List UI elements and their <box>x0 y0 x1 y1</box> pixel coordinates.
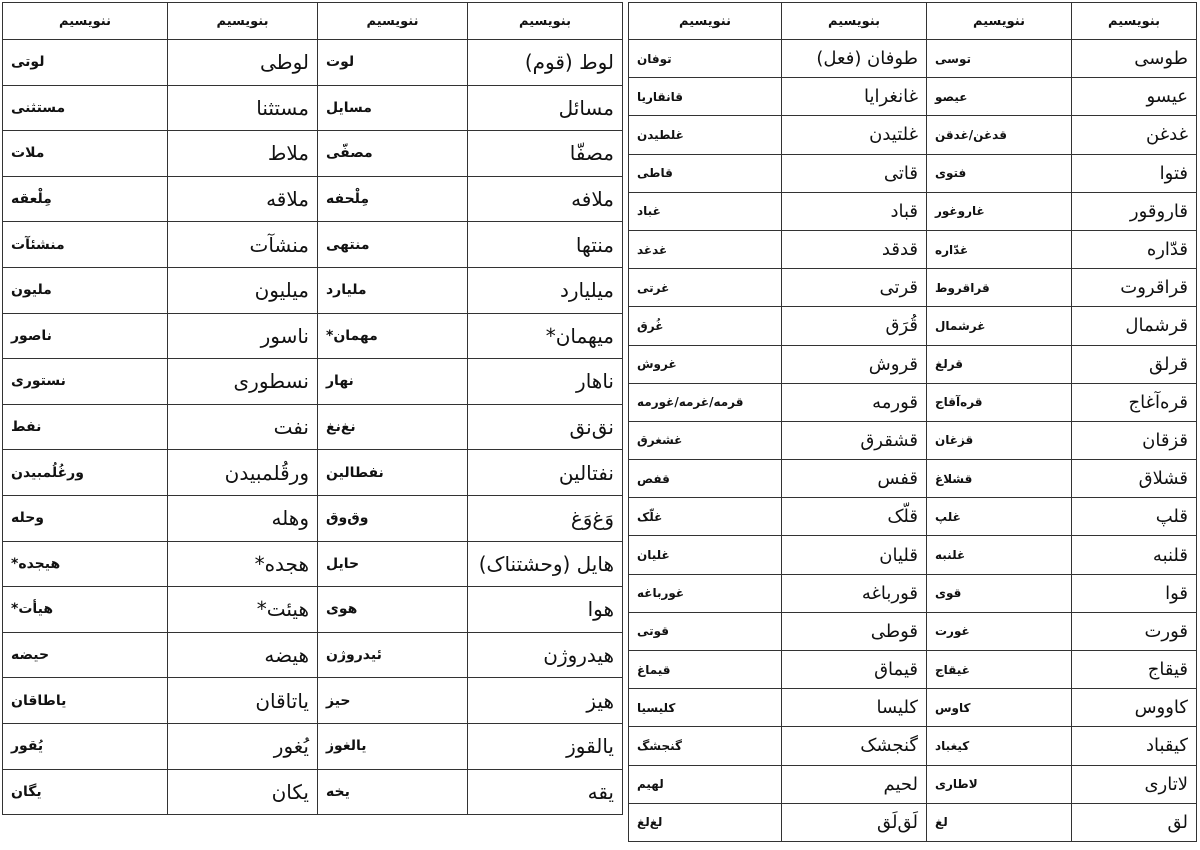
correct-word: قلّک <box>782 498 927 536</box>
incorrect-word: قفص <box>629 460 782 498</box>
incorrect-word: ئیدروژن <box>318 632 468 678</box>
correct-word: قرتی <box>782 269 927 307</box>
table-row <box>629 727 1197 765</box>
table-row <box>629 765 1197 803</box>
table-row <box>629 651 1197 689</box>
table-row <box>629 803 1197 841</box>
table-row <box>629 536 1197 574</box>
incorrect-word: کلیسیا <box>629 689 782 727</box>
incorrect-word: قوی <box>927 574 1072 612</box>
table-row <box>3 678 623 724</box>
table-row <box>3 40 623 86</box>
incorrect-word: قاطی <box>629 154 782 192</box>
incorrect-word: غیقاج <box>927 651 1072 689</box>
table-row <box>3 587 623 633</box>
incorrect-word: منشئآت <box>3 222 168 268</box>
correct-word: قاروقور <box>1072 192 1197 230</box>
table-row <box>629 154 1197 192</box>
incorrect-word: غدّاره <box>927 230 1072 268</box>
correct-word: ناهار <box>468 359 623 405</box>
correct-word: منشآت <box>168 222 318 268</box>
correct-word: قباد <box>782 192 927 230</box>
correct-word: هیئت* <box>168 587 318 633</box>
incorrect-word: هیجده* <box>3 541 168 587</box>
incorrect-word: غلّک <box>629 498 782 536</box>
correct-word: قورباغه <box>782 574 927 612</box>
correct-word: کاووس <box>1072 689 1197 727</box>
correct-word: گنجشک <box>782 727 927 765</box>
correct-word: هایل (وحشتناک) <box>468 541 623 587</box>
table-row <box>3 723 623 769</box>
correct-word: وَغ‌وَغ <box>468 495 623 541</box>
correct-word: قشلاق <box>1072 460 1197 498</box>
correct-word: فتوا <box>1072 154 1197 192</box>
table-row <box>3 222 623 268</box>
correct-word: قرلق <box>1072 345 1197 383</box>
table-row <box>3 450 623 496</box>
incorrect-word: هیأت* <box>3 587 168 633</box>
table-row <box>629 230 1197 268</box>
incorrect-word: ملات <box>3 131 168 177</box>
incorrect-word: قدغن/غدقن <box>927 116 1072 154</box>
table-row <box>629 574 1197 612</box>
incorrect-word: قره‌آقاج <box>927 383 1072 421</box>
correct-word: کلیسا <box>782 689 927 727</box>
incorrect-word: فتوی <box>927 154 1072 192</box>
incorrect-word: نهار <box>318 359 468 405</box>
correct-word: ملافه <box>468 176 623 222</box>
correct-word: کیقباد <box>1072 727 1197 765</box>
header-incorrect: ننویسیم <box>629 3 782 40</box>
correct-word: قُرَق <box>782 307 927 345</box>
incorrect-word: غباد <box>629 192 782 230</box>
incorrect-word: کاوس <box>927 689 1072 727</box>
correct-word: نق‌نق <box>468 404 623 450</box>
table-row <box>629 383 1197 421</box>
left-spelling-table <box>2 2 623 815</box>
incorrect-word: لغ‌لغ <box>629 803 782 841</box>
correct-word: هیدروژن <box>468 632 623 678</box>
incorrect-word: قیماغ <box>629 651 782 689</box>
table-row <box>3 131 623 177</box>
table-row <box>629 40 1197 78</box>
correct-word: لوطی <box>168 40 318 86</box>
incorrect-word: حایل <box>318 541 468 587</box>
table-row <box>629 498 1197 536</box>
table-row <box>3 769 623 815</box>
incorrect-word: غورت <box>927 612 1072 650</box>
incorrect-word: یگان <box>3 769 168 815</box>
table-row <box>629 307 1197 345</box>
incorrect-word: لاطاری <box>927 765 1072 803</box>
correct-word: غدغن <box>1072 116 1197 154</box>
correct-word: میلیارد <box>468 267 623 313</box>
correct-word: منتها <box>468 222 623 268</box>
correct-word: قدّاره <box>1072 230 1197 268</box>
incorrect-word: مهمان* <box>318 313 468 359</box>
incorrect-word: مصفّی <box>318 131 468 177</box>
incorrect-word: قوتی <box>629 612 782 650</box>
incorrect-word: لوت <box>318 40 468 86</box>
correct-word: قلیان <box>782 536 927 574</box>
header-correct: بنویسیم <box>782 3 927 40</box>
correct-word: لَق‌لَق <box>782 803 927 841</box>
incorrect-word: غاروغور <box>927 192 1072 230</box>
table-row <box>629 612 1197 650</box>
incorrect-word: یاطاقان <box>3 678 168 724</box>
incorrect-word: ملیارد <box>318 267 468 313</box>
incorrect-word: قشلاغ <box>927 460 1072 498</box>
correct-word: یاتاقان <box>168 678 318 724</box>
correct-word: قلپ <box>1072 498 1197 536</box>
incorrect-word: گنجشگ <box>629 727 782 765</box>
table-row <box>629 192 1197 230</box>
correct-word: لحیم <box>782 765 927 803</box>
table-row <box>3 495 623 541</box>
incorrect-word: نستوری <box>3 359 168 405</box>
correct-word: قورمه <box>782 383 927 421</box>
correct-word: قرشمال <box>1072 307 1197 345</box>
correct-word: ملاط <box>168 131 318 177</box>
correct-word: یکان <box>168 769 318 815</box>
incorrect-word: حیضه <box>3 632 168 678</box>
incorrect-word: ملیون <box>3 267 168 313</box>
correct-word: قشقرق <box>782 421 927 459</box>
incorrect-word: نفطالین <box>318 450 468 496</box>
incorrect-word: غروش <box>629 345 782 383</box>
header-row <box>3 3 623 40</box>
table-row <box>3 313 623 359</box>
correct-word: هوا <box>468 587 623 633</box>
incorrect-word: غورباغه <box>629 574 782 612</box>
incorrect-word: غلپ <box>927 498 1072 536</box>
correct-word: یُغور <box>168 723 318 769</box>
correct-word: قره‌آغاج <box>1072 383 1197 421</box>
correct-word: نسطوری <box>168 359 318 405</box>
correct-word: قوطی <box>782 612 927 650</box>
correct-word: هیز <box>468 678 623 724</box>
correct-word: میهمان* <box>468 313 623 359</box>
table-row <box>629 116 1197 154</box>
correct-word: میلیون <box>168 267 318 313</box>
incorrect-word: غُرق <box>629 307 782 345</box>
incorrect-word: قرمه/غرمه/غورمه <box>629 383 782 421</box>
incorrect-word: عیصو <box>927 78 1072 116</box>
incorrect-word: مِلْحفه <box>318 176 468 222</box>
table-row <box>3 541 623 587</box>
correct-word: نفتالین <box>468 450 623 496</box>
table-row <box>629 269 1197 307</box>
incorrect-word: قانقاریا <box>629 78 782 116</box>
incorrect-word: لوتی <box>3 40 168 86</box>
incorrect-word: غلیان <box>629 536 782 574</box>
correct-word: غانغرایا <box>782 78 927 116</box>
correct-word: قفس <box>782 460 927 498</box>
header-incorrect: ننویسیم <box>3 3 168 40</box>
incorrect-word: قزغان <box>927 421 1072 459</box>
table-row <box>3 404 623 450</box>
correct-word: یقه <box>468 769 623 815</box>
left-table-body <box>3 40 623 815</box>
correct-word: ملاقه <box>168 176 318 222</box>
correct-word: لق <box>1072 803 1197 841</box>
correct-word: مسائل <box>468 85 623 131</box>
header-correct: بنویسیم <box>468 3 623 40</box>
correct-word: یالقوز <box>468 723 623 769</box>
correct-word: ورقُلمبیدن <box>168 450 318 496</box>
correct-word: قراقروت <box>1072 269 1197 307</box>
correct-word: ناسور <box>168 313 318 359</box>
header-correct: بنویسیم <box>1072 3 1197 40</box>
correct-word: مستثنا <box>168 85 318 131</box>
correct-word: وهله <box>168 495 318 541</box>
table-row <box>3 85 623 131</box>
incorrect-word: ورغُلُمبیدن <box>3 450 168 496</box>
correct-word: غلتیدن <box>782 116 927 154</box>
incorrect-word: وق‌وق <box>318 495 468 541</box>
incorrect-word: هوی <box>318 587 468 633</box>
correct-word: قیماق <box>782 651 927 689</box>
incorrect-word: غرشمال <box>927 307 1072 345</box>
right-table-body <box>629 40 1197 842</box>
incorrect-word: غلنبه <box>927 536 1072 574</box>
incorrect-word: غشغرق <box>629 421 782 459</box>
correct-word: لوط (قوم) <box>468 40 623 86</box>
incorrect-word: توفان <box>629 40 782 78</box>
incorrect-word: مسایل <box>318 85 468 131</box>
incorrect-word: یخه <box>318 769 468 815</box>
table-row <box>629 345 1197 383</box>
correct-word: هجده* <box>168 541 318 587</box>
table-row <box>629 421 1197 459</box>
incorrect-word: توسی <box>927 40 1072 78</box>
correct-word: عیسو <box>1072 78 1197 116</box>
incorrect-word: وحله <box>3 495 168 541</box>
correct-word: قاتی <box>782 154 927 192</box>
header-row <box>629 3 1197 40</box>
incorrect-word: غدغد <box>629 230 782 268</box>
table-row <box>629 78 1197 116</box>
incorrect-word: مِلْعقه <box>3 176 168 222</box>
incorrect-word: غلطیدن <box>629 116 782 154</box>
incorrect-word: ناصور <box>3 313 168 359</box>
correct-word: لاتاری <box>1072 765 1197 803</box>
incorrect-word: یُقور <box>3 723 168 769</box>
incorrect-word: قرلغ <box>927 345 1072 383</box>
table-row <box>3 359 623 405</box>
correct-word: هیضه <box>168 632 318 678</box>
correct-word: قورت <box>1072 612 1197 650</box>
correct-word: قروش <box>782 345 927 383</box>
table-row <box>3 632 623 678</box>
incorrect-word: کیغباد <box>927 727 1072 765</box>
table-row <box>3 176 623 222</box>
table-row <box>629 460 1197 498</box>
header-correct: بنویسیم <box>168 3 318 40</box>
table-row <box>3 267 623 313</box>
header-incorrect: ننویسیم <box>318 3 468 40</box>
incorrect-word: نغ‌نغ <box>318 404 468 450</box>
correct-word: نفت <box>168 404 318 450</box>
correct-word: طوفان (فعل) <box>782 40 927 78</box>
correct-word: قزقان <box>1072 421 1197 459</box>
right-spelling-table <box>628 2 1197 842</box>
incorrect-word: نفط <box>3 404 168 450</box>
incorrect-word: لغ <box>927 803 1072 841</box>
correct-word: قوا <box>1072 574 1197 612</box>
incorrect-word: غرتی <box>629 269 782 307</box>
table-row <box>629 689 1197 727</box>
incorrect-word: منتهی <box>318 222 468 268</box>
incorrect-word: حیز <box>318 678 468 724</box>
correct-word: قلنبه <box>1072 536 1197 574</box>
correct-word: قدقد <box>782 230 927 268</box>
incorrect-word: لهیم <box>629 765 782 803</box>
incorrect-word: قراقروط <box>927 269 1072 307</box>
correct-word: مصفّا <box>468 131 623 177</box>
correct-word: طوسی <box>1072 40 1197 78</box>
incorrect-word: یالغوز <box>318 723 468 769</box>
correct-word: قیقاج <box>1072 651 1197 689</box>
incorrect-word: مستثنی <box>3 85 168 131</box>
header-incorrect: ننویسیم <box>927 3 1072 40</box>
